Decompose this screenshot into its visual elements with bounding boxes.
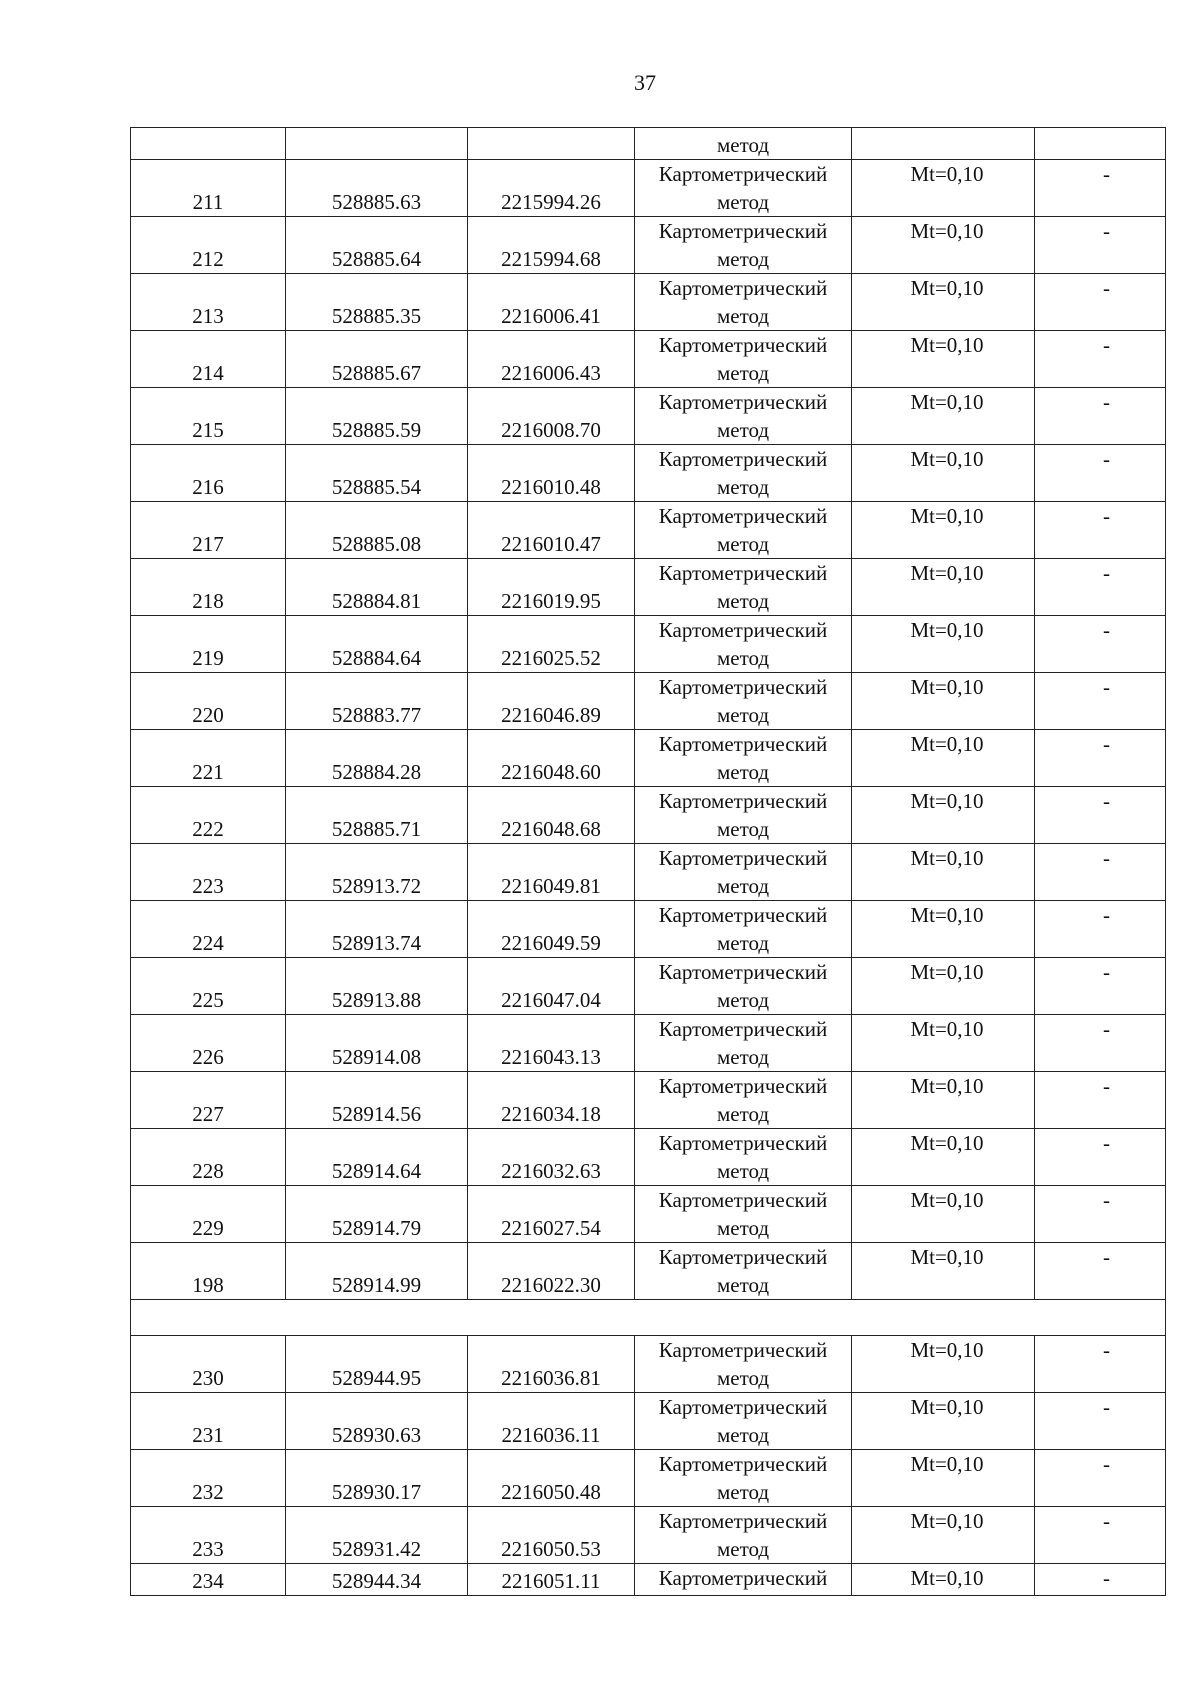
accuracy-cell — [852, 128, 1035, 160]
method-line-2: метод — [716, 1537, 770, 1561]
method-cell — [635, 730, 852, 787]
y-coordinate-cell: 2216025.52 — [468, 616, 635, 673]
method-line-2: метод — [716, 703, 770, 727]
method-line-1: Картометрический — [658, 276, 828, 300]
method-line-2: метод — [716, 1216, 770, 1240]
method-line-2: метод — [716, 760, 770, 784]
point-id-cell: 216 — [131, 445, 286, 502]
method-cell — [635, 388, 852, 445]
table-row — [131, 1015, 1166, 1072]
x-coordinate-cell: 528884.81 — [286, 559, 468, 616]
accuracy-cell: Mt=0,10 — [852, 1129, 1035, 1186]
accuracy-cell: Mt=0,10 — [852, 673, 1035, 730]
note-cell: - — [1035, 1507, 1166, 1564]
method-line-1: Картометрический — [658, 504, 828, 528]
method-cell — [635, 1015, 852, 1072]
accuracy-cell: Mt=0,10 — [852, 616, 1035, 673]
x-coordinate-cell: 528885.67 — [286, 331, 468, 388]
accuracy-cell: Mt=0,10 — [852, 160, 1035, 217]
accuracy-cell: Mt=0,10 — [852, 730, 1035, 787]
accuracy-cell: Mt=0,10 — [852, 1336, 1035, 1393]
method-line-1: Картометрический — [658, 1074, 828, 1098]
note-cell: - — [1035, 1015, 1166, 1072]
method-line-1: Картометрический — [658, 789, 828, 813]
note-cell: - — [1035, 673, 1166, 730]
continuation-row — [131, 128, 1166, 160]
note-cell: - — [1035, 1129, 1166, 1186]
table-row — [131, 274, 1166, 331]
method-line-1: Картометрический — [658, 1017, 828, 1041]
method-cell — [635, 559, 852, 616]
point-id-cell: 226 — [131, 1015, 286, 1072]
method-line-2: метод — [716, 418, 770, 442]
method-cell — [635, 1507, 852, 1564]
y-coordinate-cell: 2216006.41 — [468, 274, 635, 331]
method-line-1: Картометрический — [658, 1566, 828, 1590]
method-line-2: метод — [716, 247, 770, 271]
method-cell — [635, 844, 852, 901]
x-coordinate-cell: 528930.63 — [286, 1393, 468, 1450]
accuracy-cell: Mt=0,10 — [852, 1186, 1035, 1243]
x-coordinate-cell: 528883.77 — [286, 673, 468, 730]
point-id-cell: 223 — [131, 844, 286, 901]
method-cell — [635, 958, 852, 1015]
point-id-cell: 222 — [131, 787, 286, 844]
point-id-cell: 229 — [131, 1186, 286, 1243]
method-line-1: Картометрический — [658, 846, 828, 870]
table-row — [131, 1243, 1166, 1300]
method-line-2: метод — [716, 190, 770, 214]
table-row — [131, 502, 1166, 559]
accuracy-cell: Mt=0,10 — [852, 1450, 1035, 1507]
method-cell — [635, 1450, 852, 1507]
method-line-1: Картометрический — [658, 390, 828, 414]
x-coordinate-cell: 528885.63 — [286, 160, 468, 217]
point-id-cell: 211 — [131, 160, 286, 217]
note-cell: - — [1035, 730, 1166, 787]
note-cell — [1035, 128, 1166, 160]
accuracy-cell: Mt=0,10 — [852, 217, 1035, 274]
note-cell: - — [1035, 844, 1166, 901]
y-coordinate-cell: 2216006.43 — [468, 331, 635, 388]
table-row — [131, 559, 1166, 616]
note-cell: - — [1035, 616, 1166, 673]
table-row — [131, 331, 1166, 388]
note-cell: - — [1035, 217, 1166, 274]
method-cell — [635, 673, 852, 730]
method-line-2: метод — [716, 1366, 770, 1390]
separator-cell — [131, 1300, 1166, 1336]
x-coordinate-cell — [286, 128, 468, 160]
method-line-2: метод — [716, 304, 770, 328]
method-line-2: метод — [716, 361, 770, 385]
note-cell: - — [1035, 445, 1166, 502]
x-coordinate-cell: 528884.28 — [286, 730, 468, 787]
x-coordinate-cell: 528914.08 — [286, 1015, 468, 1072]
table-row — [131, 673, 1166, 730]
x-coordinate-cell: 528885.54 — [286, 445, 468, 502]
y-coordinate-cell: 2216010.48 — [468, 445, 635, 502]
y-coordinate-cell: 2216049.59 — [468, 901, 635, 958]
separator-row — [131, 1300, 1166, 1336]
accuracy-cell: Mt=0,10 — [852, 331, 1035, 388]
table-row — [131, 1072, 1166, 1129]
method-line-2: метод — [716, 1102, 770, 1126]
method-cell: метод — [635, 128, 852, 160]
table-row — [131, 1393, 1166, 1450]
point-id-cell: 230 — [131, 1336, 286, 1393]
y-coordinate-cell: 2216050.48 — [468, 1450, 635, 1507]
method-line-1: Картометрический — [658, 447, 828, 471]
table-row — [131, 844, 1166, 901]
accuracy-cell: Mt=0,10 — [852, 787, 1035, 844]
method-cell — [635, 901, 852, 958]
table-row — [131, 787, 1166, 844]
method-line-1: Картометрический — [658, 219, 828, 243]
method-cell — [635, 160, 852, 217]
y-coordinate-cell: 2216050.53 — [468, 1507, 635, 1564]
accuracy-cell: Mt=0,10 — [852, 502, 1035, 559]
point-id-cell: 213 — [131, 274, 286, 331]
y-coordinate-cell — [468, 128, 635, 160]
page-number: 37 — [634, 70, 656, 95]
accuracy-cell: Mt=0,10 — [852, 1507, 1035, 1564]
table-row — [131, 901, 1166, 958]
method-cell — [635, 274, 852, 331]
y-coordinate-cell: 2216008.70 — [468, 388, 635, 445]
note-cell: - — [1035, 1072, 1166, 1129]
note-cell: - — [1035, 274, 1166, 331]
method-line-2: метод — [716, 817, 770, 841]
method-cell — [635, 1336, 852, 1393]
x-coordinate-cell: 528914.99 — [286, 1243, 468, 1300]
y-coordinate-cell: 2215994.26 — [468, 160, 635, 217]
x-coordinate-cell: 528913.88 — [286, 958, 468, 1015]
y-coordinate-cell: 2216049.81 — [468, 844, 635, 901]
table-row — [131, 616, 1166, 673]
x-coordinate-cell: 528885.35 — [286, 274, 468, 331]
y-coordinate-cell: 2216047.04 — [468, 958, 635, 1015]
point-id-cell: 214 — [131, 331, 286, 388]
note-cell: - — [1035, 160, 1166, 217]
point-id-cell: 219 — [131, 616, 286, 673]
point-id-cell: 228 — [131, 1129, 286, 1186]
point-id-cell: 231 — [131, 1393, 286, 1450]
point-id-cell: 232 — [131, 1450, 286, 1507]
table-row — [131, 958, 1166, 1015]
table-row — [131, 1129, 1166, 1186]
method-cell — [635, 1072, 852, 1129]
method-line-2: метод — [716, 874, 770, 898]
method-line-1: Картометрический — [658, 1338, 828, 1362]
point-id-cell: 233 — [131, 1507, 286, 1564]
note-cell: - — [1035, 502, 1166, 559]
method-line-1: Картометрический — [658, 732, 828, 756]
y-coordinate-cell: 2216010.47 — [468, 502, 635, 559]
x-coordinate-cell: 528885.59 — [286, 388, 468, 445]
method-line-2: метод — [716, 1273, 770, 1297]
method-line-1: Картометрический — [658, 1395, 828, 1419]
point-id-cell: 215 — [131, 388, 286, 445]
method-line-1: Картометрический — [658, 1245, 828, 1269]
y-coordinate-cell: 2216036.11 — [468, 1393, 635, 1450]
x-coordinate-cell: 528913.74 — [286, 901, 468, 958]
table-row — [131, 1450, 1166, 1507]
x-coordinate-cell: 528914.64 — [286, 1129, 468, 1186]
point-id-cell: 217 — [131, 502, 286, 559]
method-line-1: Картометрический — [658, 333, 828, 357]
point-id-cell: 221 — [131, 730, 286, 787]
table-row — [131, 1564, 1166, 1596]
accuracy-cell: Mt=0,10 — [852, 1015, 1035, 1072]
point-id-cell: 234 — [131, 1564, 286, 1596]
note-cell: - — [1035, 331, 1166, 388]
y-coordinate-cell: 2216034.18 — [468, 1072, 635, 1129]
x-coordinate-cell: 528944.34 — [286, 1564, 468, 1596]
table-row — [131, 217, 1166, 274]
point-id-cell: 224 — [131, 901, 286, 958]
method-line-2: метод — [716, 1159, 770, 1183]
coordinates-table — [130, 127, 1166, 1596]
method-cell — [635, 1129, 852, 1186]
x-coordinate-cell: 528914.79 — [286, 1186, 468, 1243]
y-coordinate-cell: 2216046.89 — [468, 673, 635, 730]
accuracy-cell: Mt=0,10 — [852, 1564, 1035, 1596]
accuracy-cell: Mt=0,10 — [852, 445, 1035, 502]
accuracy-cell: Mt=0,10 — [852, 388, 1035, 445]
note-cell: - — [1035, 958, 1166, 1015]
x-coordinate-cell: 528885.64 — [286, 217, 468, 274]
y-coordinate-cell: 2216027.54 — [468, 1186, 635, 1243]
point-id-cell — [131, 128, 286, 160]
x-coordinate-cell: 528885.08 — [286, 502, 468, 559]
method-cell — [635, 502, 852, 559]
method-line-2: метод — [716, 646, 770, 670]
method-line-2: метод — [716, 1045, 770, 1069]
table-row — [131, 388, 1166, 445]
accuracy-cell: Mt=0,10 — [852, 1072, 1035, 1129]
table-row — [131, 160, 1166, 217]
note-cell: - — [1035, 1186, 1166, 1243]
method-line-2: метод — [716, 1423, 770, 1447]
note-cell: - — [1035, 787, 1166, 844]
x-coordinate-cell: 528885.71 — [286, 787, 468, 844]
method-cell — [635, 1186, 852, 1243]
y-coordinate-cell: 2216036.81 — [468, 1336, 635, 1393]
method-cell — [635, 616, 852, 673]
x-coordinate-cell: 528913.72 — [286, 844, 468, 901]
note-cell: - — [1035, 1336, 1166, 1393]
method-line-1: Картометрический — [658, 903, 828, 927]
method-line-2: метод — [716, 988, 770, 1012]
x-coordinate-cell: 528931.42 — [286, 1507, 468, 1564]
table-row — [131, 1336, 1166, 1393]
table-row — [131, 445, 1166, 502]
method-cell — [635, 445, 852, 502]
y-coordinate-cell: 2216019.95 — [468, 559, 635, 616]
note-cell: - — [1035, 1243, 1166, 1300]
accuracy-cell: Mt=0,10 — [852, 1243, 1035, 1300]
method-line-1: Картометрический — [658, 960, 828, 984]
accuracy-cell: Mt=0,10 — [852, 559, 1035, 616]
method-line-1: Картометрический — [658, 1452, 828, 1476]
point-id-cell: 198 — [131, 1243, 286, 1300]
method-line-1: Картометрический — [658, 1131, 828, 1155]
note-cell: - — [1035, 1393, 1166, 1450]
y-coordinate-cell: 2216051.11 — [468, 1564, 635, 1596]
note-cell: - — [1035, 1450, 1166, 1507]
method-cell — [635, 1243, 852, 1300]
table-row — [131, 1507, 1166, 1564]
table-row — [131, 730, 1166, 787]
note-cell: - — [1035, 1564, 1166, 1596]
y-coordinate-cell: 2216048.68 — [468, 787, 635, 844]
accuracy-cell: Mt=0,10 — [852, 958, 1035, 1015]
method-line-2: метод — [716, 475, 770, 499]
method-line-2: метод — [716, 1480, 770, 1504]
method-line-1: Картометрический — [658, 561, 828, 585]
y-coordinate-cell: 2216032.63 — [468, 1129, 635, 1186]
y-coordinate-cell: 2216022.30 — [468, 1243, 635, 1300]
note-cell: - — [1035, 901, 1166, 958]
note-cell: - — [1035, 559, 1166, 616]
method-line-2: метод — [716, 931, 770, 955]
accuracy-cell: Mt=0,10 — [852, 901, 1035, 958]
method-cell — [635, 217, 852, 274]
point-id-cell: 225 — [131, 958, 286, 1015]
method-cell — [635, 787, 852, 844]
method-line-2: метод — [716, 589, 770, 613]
x-coordinate-cell: 528930.17 — [286, 1450, 468, 1507]
method-line-1: Картометрический — [658, 618, 828, 642]
method-line-1: Картометрический — [658, 162, 828, 186]
method-line-1: Картометрический — [658, 675, 828, 699]
method-line-1: Картометрический — [658, 1188, 828, 1212]
method-line-1: Картометрический — [658, 1509, 828, 1533]
method-line-2: метод — [716, 532, 770, 556]
y-coordinate-cell: 2216048.60 — [468, 730, 635, 787]
method-cell — [635, 1393, 852, 1450]
accuracy-cell: Mt=0,10 — [852, 274, 1035, 331]
x-coordinate-cell: 528914.56 — [286, 1072, 468, 1129]
y-coordinate-cell: 2215994.68 — [468, 217, 635, 274]
accuracy-cell: Mt=0,10 — [852, 844, 1035, 901]
point-id-cell: 227 — [131, 1072, 286, 1129]
x-coordinate-cell: 528884.64 — [286, 616, 468, 673]
table-row — [131, 1186, 1166, 1243]
point-id-cell: 218 — [131, 559, 286, 616]
method-cell — [635, 1564, 852, 1596]
x-coordinate-cell: 528944.95 — [286, 1336, 468, 1393]
note-cell: - — [1035, 388, 1166, 445]
point-id-cell: 220 — [131, 673, 286, 730]
point-id-cell: 212 — [131, 217, 286, 274]
method-cell — [635, 331, 852, 388]
y-coordinate-cell: 2216043.13 — [468, 1015, 635, 1072]
accuracy-cell: Mt=0,10 — [852, 1393, 1035, 1450]
